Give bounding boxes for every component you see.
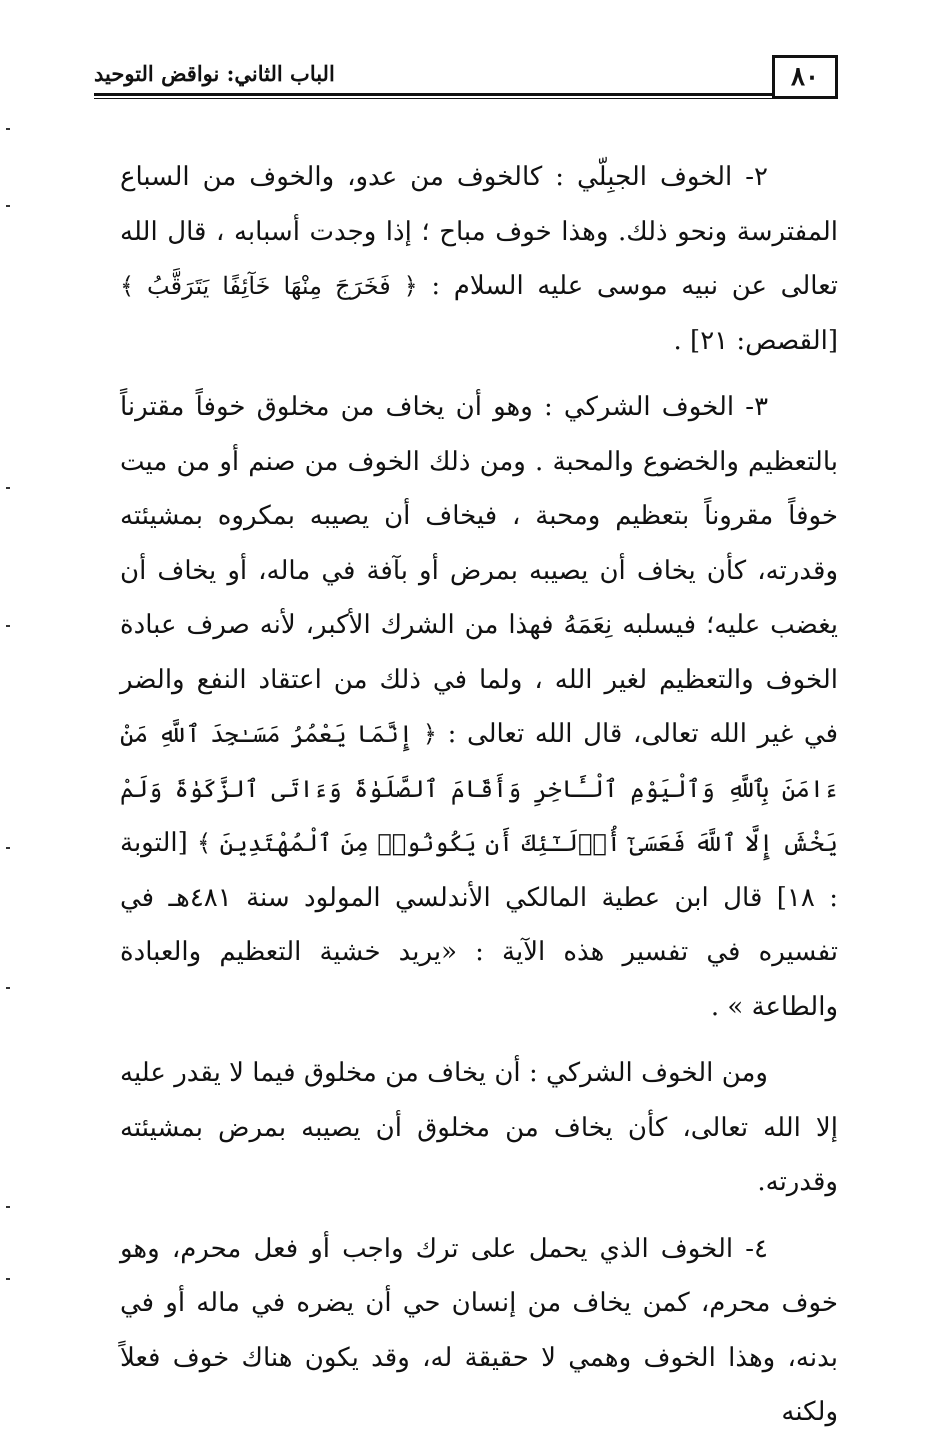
paragraph-shirk-fear-example [120,1046,838,1210]
scan-margin-mark [6,987,10,989]
verse-reference: [القصص: ٢١] . [673,325,838,356]
scan-margin-mark [6,847,10,849]
scan-margin-mark [6,625,10,627]
paragraph-number: ٣- [745,392,769,422]
quran-verse: ﴿ إِنَّمَا يَعْمُرُ مَسَـٰجِدَ ٱللَّهِ مَنْ ءَامَنَ بِٱللَّهِ وَٱلْيَوْمِ ٱلْـَٔاخِرِ وَأَقَامَ ٱلصَّلَوٰةَ وَءَاتَى ٱلزَّكَوٰةَ وَلَمْ يَخْشَ إِلَّا ٱللَّهَ فَعَسَىٰٓ أُو۟لَـٰٓئِكَ أَن يَكُونُوا۟ مِنَ ٱلْمُهْتَدِينَ ﴾ [120,720,838,857]
quran-verse: ﴿ فَخَرَجَ مِنْهَا خَآئِفًا يَتَرَقَّبُ ﴾ [120,272,418,300]
paragraph-natural-fear [120,150,838,368]
paragraph-number: ٤- [745,1233,769,1264]
paragraph-text: ومن الخوف الشركي : أن يخاف من مخلوق فيما لا يقدر عليه إلا الله تعالى، كأن يخاف من مخلوق أن يصيبه بمرض بمشيئته وقدرته. [120,1058,838,1197]
paragraph-shirk-fear [120,380,838,1034]
verse-reference: [التوبة : ١٨] [120,828,838,913]
scan-margin-mark [6,1278,10,1280]
running-title: الباب الثاني: نواقض التوحيد [94,61,335,86]
scan-margin-mark [6,1206,10,1208]
page-body [120,150,838,1452]
paragraph-number: ٢- [745,162,769,192]
paragraph-text: وهو أن يخاف من مخلوق خوفاً مقترناً بالتعظيم والخضوع والمحبة . ومن ذلك الخوف من صنم أو من ميت خوفاً مقروناً بتعظيم ومحبة ، فيخاف أن يصيبه بمكروه بمشيئته وقدرته، كأن يخاف أن يصيبه بمرض أو بآفة في ماله، أو يخاف أن يغضب عليه؛ فيسلبه نِعَمَهُ فهذا من الشرك الأكبر، لأنه صرف عبادة الخوف والتعظيم لغير الله ، ولما في ذلك من اعتقاد النفع والضر في غير الله تعالى، قال الله تعالى : [120,392,839,749]
paragraph-text: كالخوف من عدو، والخوف من السباع المفترسة ونحو ذلك. وهذا خوف مباح ؛ إذا وجدت أسبابه ، قال الله تعالى عن نبيه موسى عليه السلام : [120,162,838,301]
paragraph-text: على ترك واجب أو فعل محرم، وهو خوف محرم، كمن يخاف من إنسان حي أن يضره في ماله أو في بدنه، وهذا الخوف وهمي لا حقيقة له، وقد يكون هناك خوف فعلاً ولكنه [120,1233,838,1427]
header-rule-thin [94,98,772,99]
paragraph-heading: الخوف الذي يحمل [528,1233,734,1264]
header-rule [94,93,772,96]
scan-margin-mark [6,205,10,207]
paragraph-heading: الخوف الشركي : [543,392,735,422]
paragraph-text-continued: قال ابن عطية المالكي الأندلسي المولود سنة ٤٨١هـ في تفسيره في تفسير هذه الآية : «يريد خشية التعظيم والعبادة والطاعة » . [120,882,838,1022]
paragraph-heading: الخوف الجبِلّي : [555,162,733,192]
paragraph-forbidden-fear [120,1222,838,1440]
scan-margin-mark [6,128,10,130]
page-number: ٨٠ [772,55,838,99]
scan-margin-mark [6,487,10,489]
page-header [94,55,838,101]
